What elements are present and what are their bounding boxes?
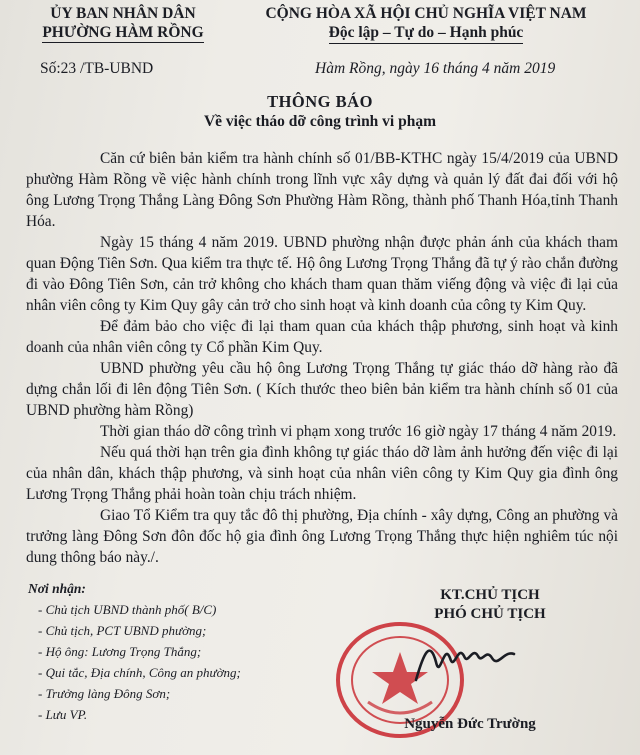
agency-line-1: ỦY BAN NHÂN DÂN [50, 5, 196, 22]
issuing-agency [28, 4, 218, 43]
recipient-item: - Hộ ông: Lương Trọng Thắng; [38, 644, 202, 659]
national-motto: Độc lập – Tự do – Hạnh phúc [329, 23, 524, 44]
agency-line-2: PHƯỜNG HÀM RỒNG [42, 24, 204, 41]
paragraph: Thời gian tháo dỡ công trình vi phạm xong trước 16 giờ ngày 17 tháng 4 năm 2019. [100, 423, 617, 440]
nation-name: CỘNG HÒA XÃ HỘI CHỦ NGHĨA VIỆT NAM [265, 5, 587, 22]
paragraph: UBND phường yêu cầu hộ ông Lương Trọng Thắng tự giác tháo dỡ hàng rào đã dựng chắn lối đi lên động Tiên Sơn. ( Kích thước theo biên bản kiểm tra hành chính số 01 của UBND phường hàm Rồng) [26, 360, 618, 419]
recipients-block [28, 578, 328, 725]
document-title: THÔNG BÁO [267, 92, 373, 111]
recipient-item: - Chủ tịch UBND thành phố( B/C) [38, 602, 217, 617]
document-subtitle: Về việc tháo dỡ công trình vi phạm [203, 113, 437, 130]
recipient-item: - Chủ tịch, PCT UBND phường; [38, 623, 207, 638]
paragraph: Căn cứ biên bản kiểm tra hành chính số 01/BB-KTHC ngày 15/4/2019 của UBND phường Hàm Rồng về việc hành chính trong lĩnh vực xây dựng và quản lý đất đai đối với hộ ông Lương Trọng Thắng Làng Đông Sơn Phường Hàm Rồng, thành phố Thanh Hóa,tỉnh Thanh Hóa. [26, 150, 618, 230]
paragraph: Nếu quá thời hạn trên gia đình không tự giác tháo dỡ làm ảnh hưởng đến việc đi lại của nhân dân, khách thập phương, và sinh hoạt của nhân viên công ty Kim Quy gia đình ông Lương Trọng Thắng phải hoàn toàn chịu trách nhiệm. [26, 444, 618, 503]
document-number: Số:23 /TB-UBND [40, 60, 154, 77]
signatory-title [380, 586, 600, 624]
recipient-item: - Trưởng làng Đông Sơn; [38, 686, 171, 701]
paragraph: Ngày 15 tháng 4 năm 2019. UBND phường nhận được phản ánh của khách tham quan Động Tiên Sơn. Qua kiểm tra thực tế. Hộ ông Lương Trọng Thắng đã tự ý rào chắn đường đi vào Đông Tiên Sơn, cản trở không cho khách tham quan thăm viếng động và việc đi lại của nhân viên công ty Kim Quy gây cản trở cho sinh hoạt và kinh doanh của công ty Kim Quy. [26, 234, 618, 314]
paragraph: Giao Tổ Kiểm tra quy tắc đô thị phường, Địa chính - xây dựng, Công an phường và trưởng làng Đông Sơn đôn đốc hộ gia đình ông Lương Trọng Thắng thực hiện nghiêm túc nội dung thông báo này./. [26, 507, 618, 566]
document-body [26, 148, 618, 568]
place-and-date: Hàm Rồng, ngày 16 tháng 4 năm 2019 [315, 60, 556, 77]
recipients-heading: Nơi nhận: [28, 581, 86, 596]
signatory-title-line-1: KT.CHỦ TỊCH [440, 587, 540, 603]
national-header [226, 4, 626, 44]
signatory-title-line-2: PHÓ CHỦ TỊCH [434, 606, 546, 622]
signatory-name: Nguyễn Đức Trường [404, 716, 536, 732]
recipient-item: - Lưu VP. [38, 707, 88, 722]
handwritten-signature-icon [410, 622, 520, 692]
recipient-item: - Qui tắc, Địa chính, Công an phường; [38, 665, 241, 680]
paragraph: Để đảm bảo cho việc đi lại tham quan của khách thập phương, sinh hoạt và kinh doanh của nhân viên công ty Cổ phần Kim Quy. [26, 318, 618, 356]
